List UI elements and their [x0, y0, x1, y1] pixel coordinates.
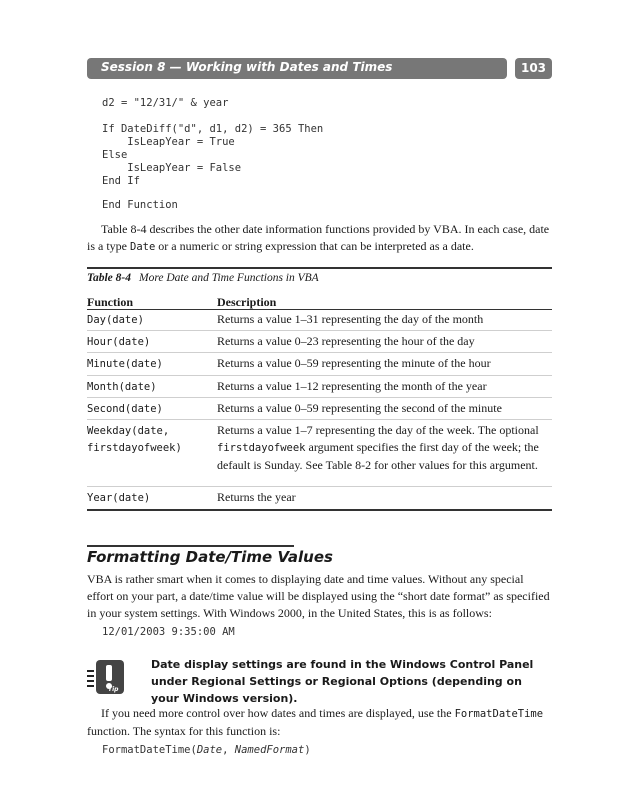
code-line: IsLeapYear = False — [102, 162, 242, 174]
tip-icon — [87, 658, 127, 698]
code-line: IsLeapYear = True — [102, 136, 235, 148]
table-cell-description — [217, 422, 545, 474]
table-cell-description: Returns the year — [217, 490, 296, 504]
table-cell-function: Minute(date) — [87, 358, 163, 370]
table-cell-description: Returns a value 0–23 representing the hour of the day — [217, 334, 475, 348]
table-row-rule — [87, 419, 552, 420]
tip-icon-label: Tip — [108, 686, 119, 693]
table-cell-function: Year(date) — [87, 492, 151, 504]
table-row-rule — [87, 375, 552, 376]
closing-code: FormatDateTime — [454, 708, 544, 720]
table-cell-function: Month(date) — [87, 381, 157, 393]
weekday-desc-2: argument specifies the first day of the week; the default is Sunday. See Table 8-2 for other values for this argument. — [217, 440, 539, 472]
table-cell-description: Returns a value 0–59 representing the second of the minute — [217, 401, 502, 415]
running-header-title: Session 8 — Working with Dates and Times — [101, 60, 393, 74]
closing-text-2: function. The syntax for this function is: — [87, 724, 281, 738]
table-caption-text: More Date and Time Functions in VBA — [138, 272, 319, 284]
intro-text-1: Table 8-4 describes the other date information functions provided by VBA. In each case, date is a type — [87, 222, 550, 253]
section-paragraph: VBA is rather smart when it comes to displaying date and time values. Without any special effort on your part, a date/time value will be displayed using the “short date format” as specified in your system settings. With Windows 2000, in the United States, this is as follows: — [87, 572, 550, 620]
syntax-arg-date: Date — [196, 744, 223, 756]
table-top-rule — [87, 267, 552, 269]
intro-paragraph — [87, 221, 552, 256]
table-header-function: Function — [87, 295, 134, 309]
table-bottom-rule — [87, 509, 552, 511]
running-header-bar — [87, 58, 507, 79]
table-cell-description: Returns a value 1–31 representing the day of the month — [217, 312, 484, 326]
syntax-prefix: FormatDateTime( — [102, 744, 197, 756]
code-line: End If — [102, 175, 140, 187]
table-row-rule — [87, 397, 552, 398]
table-cell-function: Day(date) — [87, 314, 144, 326]
intro-code: Date — [130, 241, 156, 253]
syntax-line — [102, 744, 311, 756]
weekday-desc-code: firstdayofweek — [217, 442, 306, 454]
section-rule — [87, 545, 294, 547]
table-row-rule — [87, 330, 552, 331]
closing-text-1: If you need more control over how dates and times are displayed, use the — [101, 706, 455, 720]
table-cell-function: Weekday(date, firstdayofweek) — [87, 425, 182, 454]
table-header-description: Description — [217, 295, 277, 309]
closing-paragraph — [87, 705, 552, 740]
table-number: Table 8-4 — [87, 272, 131, 284]
table-cell-function: Second(date) — [87, 403, 163, 415]
weekday-desc-1: Returns a value 1–7 representing the day of the week. The optional — [217, 423, 539, 437]
tip-text: Date display settings are found in the Windows Control Panel under Regional Settings or Regional Options (depending on your Windows version). — [151, 658, 534, 705]
table-cell-function: Hour(date) — [87, 336, 151, 348]
intro-text-2: or a numeric or string expression that can be interpreted as a date. — [155, 239, 474, 253]
table-cell-description: Returns a value 0–59 representing the minute of the hour — [217, 356, 491, 370]
syntax-suffix: ) — [304, 744, 311, 756]
page-number: 103 — [515, 58, 552, 79]
table-cell-description: Returns a value 1–12 representing the month of the year — [217, 379, 487, 393]
table-caption — [87, 272, 319, 284]
code-line: Else — [102, 149, 128, 161]
syntax-separator: , — [222, 744, 235, 756]
table-row-rule — [87, 352, 552, 353]
date-example: 12/01/2003 9:35:00 AM — [102, 626, 235, 638]
syntax-arg-namedformat: NamedFormat — [234, 744, 305, 756]
section-heading: Formatting Date/Time Values — [87, 548, 333, 566]
code-line: End Function — [102, 199, 178, 211]
table-row-rule — [87, 486, 552, 487]
table-header-rule — [87, 309, 552, 310]
code-line: d2 = "12/31/" & year — [102, 97, 229, 109]
code-line: If DateDiff("d", d1, d2) = 365 Then — [102, 123, 324, 135]
